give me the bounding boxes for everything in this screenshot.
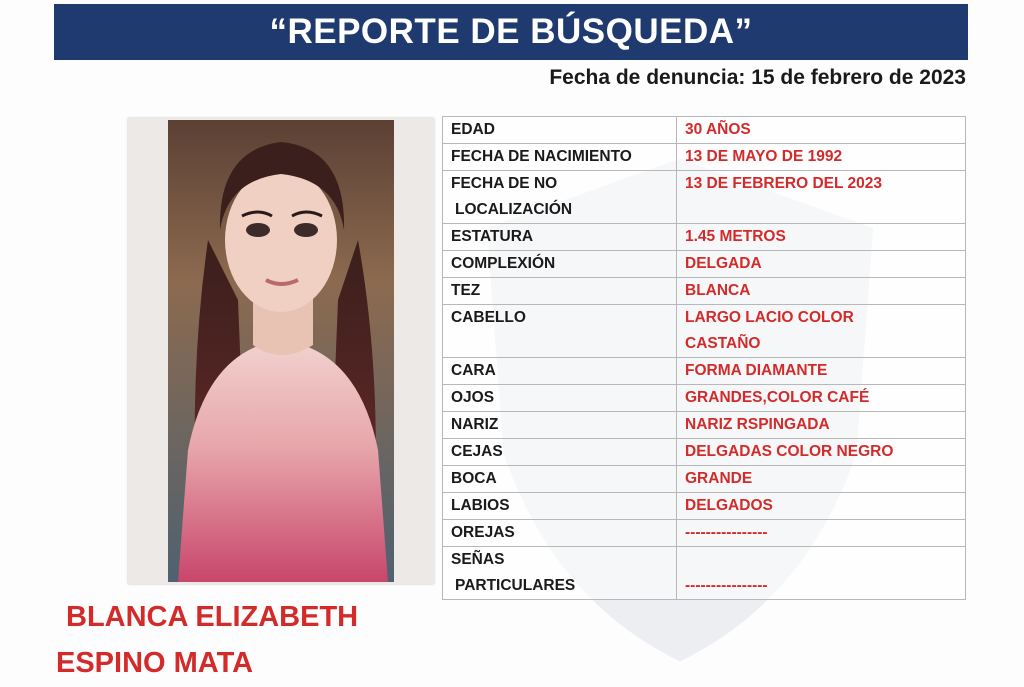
detail-value-cell xyxy=(677,305,966,358)
detail-row xyxy=(443,224,966,251)
report-banner xyxy=(54,4,968,60)
detail-label: COMPLEXIÓN xyxy=(451,255,556,272)
detail-value-cell xyxy=(677,547,966,600)
detail-value xyxy=(685,547,957,573)
detail-label: PARTICULARES xyxy=(455,577,576,594)
detail-value: LARGO LACIO COLOR xyxy=(685,309,854,326)
detail-label: CARA xyxy=(451,362,496,379)
detail-label-cell xyxy=(443,412,677,439)
detail-label-cell xyxy=(443,117,677,144)
detail-value-cell xyxy=(677,278,966,305)
detail-label: LABIOS xyxy=(451,497,510,514)
detail-value: NARIZ RSPINGADA xyxy=(685,416,830,433)
detail-label-cell xyxy=(443,466,677,493)
detail-value: ---------------- xyxy=(685,577,768,594)
detail-value: DELGADAS COLOR NEGRO xyxy=(685,443,894,460)
details-table xyxy=(442,116,966,600)
detail-value: DELGADA xyxy=(685,255,762,272)
detail-label-cell xyxy=(443,493,677,520)
detail-label-cell xyxy=(443,358,677,385)
detail-label-cell xyxy=(443,171,677,224)
detail-label: CEJAS xyxy=(451,443,503,460)
detail-row xyxy=(443,439,966,466)
detail-row xyxy=(443,278,966,305)
person-first-name: BLANCA ELIZABETH xyxy=(66,601,359,633)
detail-row xyxy=(443,520,966,547)
detail-value-cell xyxy=(677,520,966,547)
photo-frame xyxy=(128,118,434,584)
detail-value: DELGADOS xyxy=(685,497,773,514)
detail-value-cell xyxy=(677,117,966,144)
detail-label-cell xyxy=(443,520,677,547)
detail-label-cell xyxy=(443,385,677,412)
detail-label: ESTATURA xyxy=(451,228,534,245)
detail-label: FECHA DE NACIMIENTO xyxy=(451,148,632,165)
person-last-name: ESPINO MATA xyxy=(56,647,254,679)
detail-row xyxy=(443,305,966,358)
detail-value: GRANDE xyxy=(685,470,753,487)
detail-value-cell xyxy=(677,439,966,466)
detail-label: EDAD xyxy=(451,121,495,138)
detail-value-cell xyxy=(677,251,966,278)
detail-value-cell xyxy=(677,171,966,224)
detail-row xyxy=(443,171,966,224)
detail-value: FORMA DIAMANTE xyxy=(685,362,828,379)
detail-value: 13 DE FEBRERO DEL 2023 xyxy=(685,175,882,192)
person-photo xyxy=(168,120,394,582)
detail-row xyxy=(443,385,966,412)
detail-value-cell xyxy=(677,493,966,520)
detail-value-cell xyxy=(677,358,966,385)
person-name xyxy=(56,594,358,686)
detail-label: OJOS xyxy=(451,389,495,406)
detail-value: GRANDES,COLOR CAFÉ xyxy=(685,389,870,406)
detail-label-cell xyxy=(443,224,677,251)
detail-row xyxy=(443,466,966,493)
detail-label: LOCALIZACIÓN xyxy=(455,201,573,218)
detail-value: 30 AÑOS xyxy=(685,121,751,138)
detail-value: 13 DE MAYO DE 1992 xyxy=(685,148,843,165)
detail-row xyxy=(443,251,966,278)
detail-label: BOCA xyxy=(451,470,497,487)
detail-row xyxy=(443,547,966,600)
detail-value: BLANCA xyxy=(685,282,751,299)
detail-value-cell xyxy=(677,144,966,171)
detail-value-cell xyxy=(677,224,966,251)
detail-label-cell xyxy=(443,305,677,358)
detail-label: NARIZ xyxy=(451,416,499,433)
detail-label: OREJAS xyxy=(451,524,515,541)
detail-label: SEÑAS xyxy=(451,551,505,568)
detail-value: 1.45 METROS xyxy=(685,228,786,245)
detail-row xyxy=(443,493,966,520)
detail-row xyxy=(443,412,966,439)
detail-row xyxy=(443,358,966,385)
detail-value-cell xyxy=(677,412,966,439)
detail-row xyxy=(443,117,966,144)
detail-value: ---------------- xyxy=(685,524,768,541)
detail-value: CASTAÑO xyxy=(685,335,761,352)
detail-value-cell xyxy=(677,466,966,493)
report-title: “REPORTE DE BÚSQUEDA” xyxy=(269,12,753,51)
detail-label: CABELLO xyxy=(451,309,526,326)
detail-label-cell xyxy=(443,278,677,305)
detail-label-cell xyxy=(443,251,677,278)
detail-label-cell xyxy=(443,547,677,600)
detail-label-cell xyxy=(443,439,677,466)
detail-label-cell xyxy=(443,144,677,171)
detail-row xyxy=(443,144,966,171)
report-date: Fecha de denuncia: 15 de febrero de 2023 xyxy=(549,66,966,89)
detail-label: FECHA DE NO xyxy=(451,175,558,192)
detail-label: TEZ xyxy=(451,282,481,299)
detail-value-cell xyxy=(677,385,966,412)
